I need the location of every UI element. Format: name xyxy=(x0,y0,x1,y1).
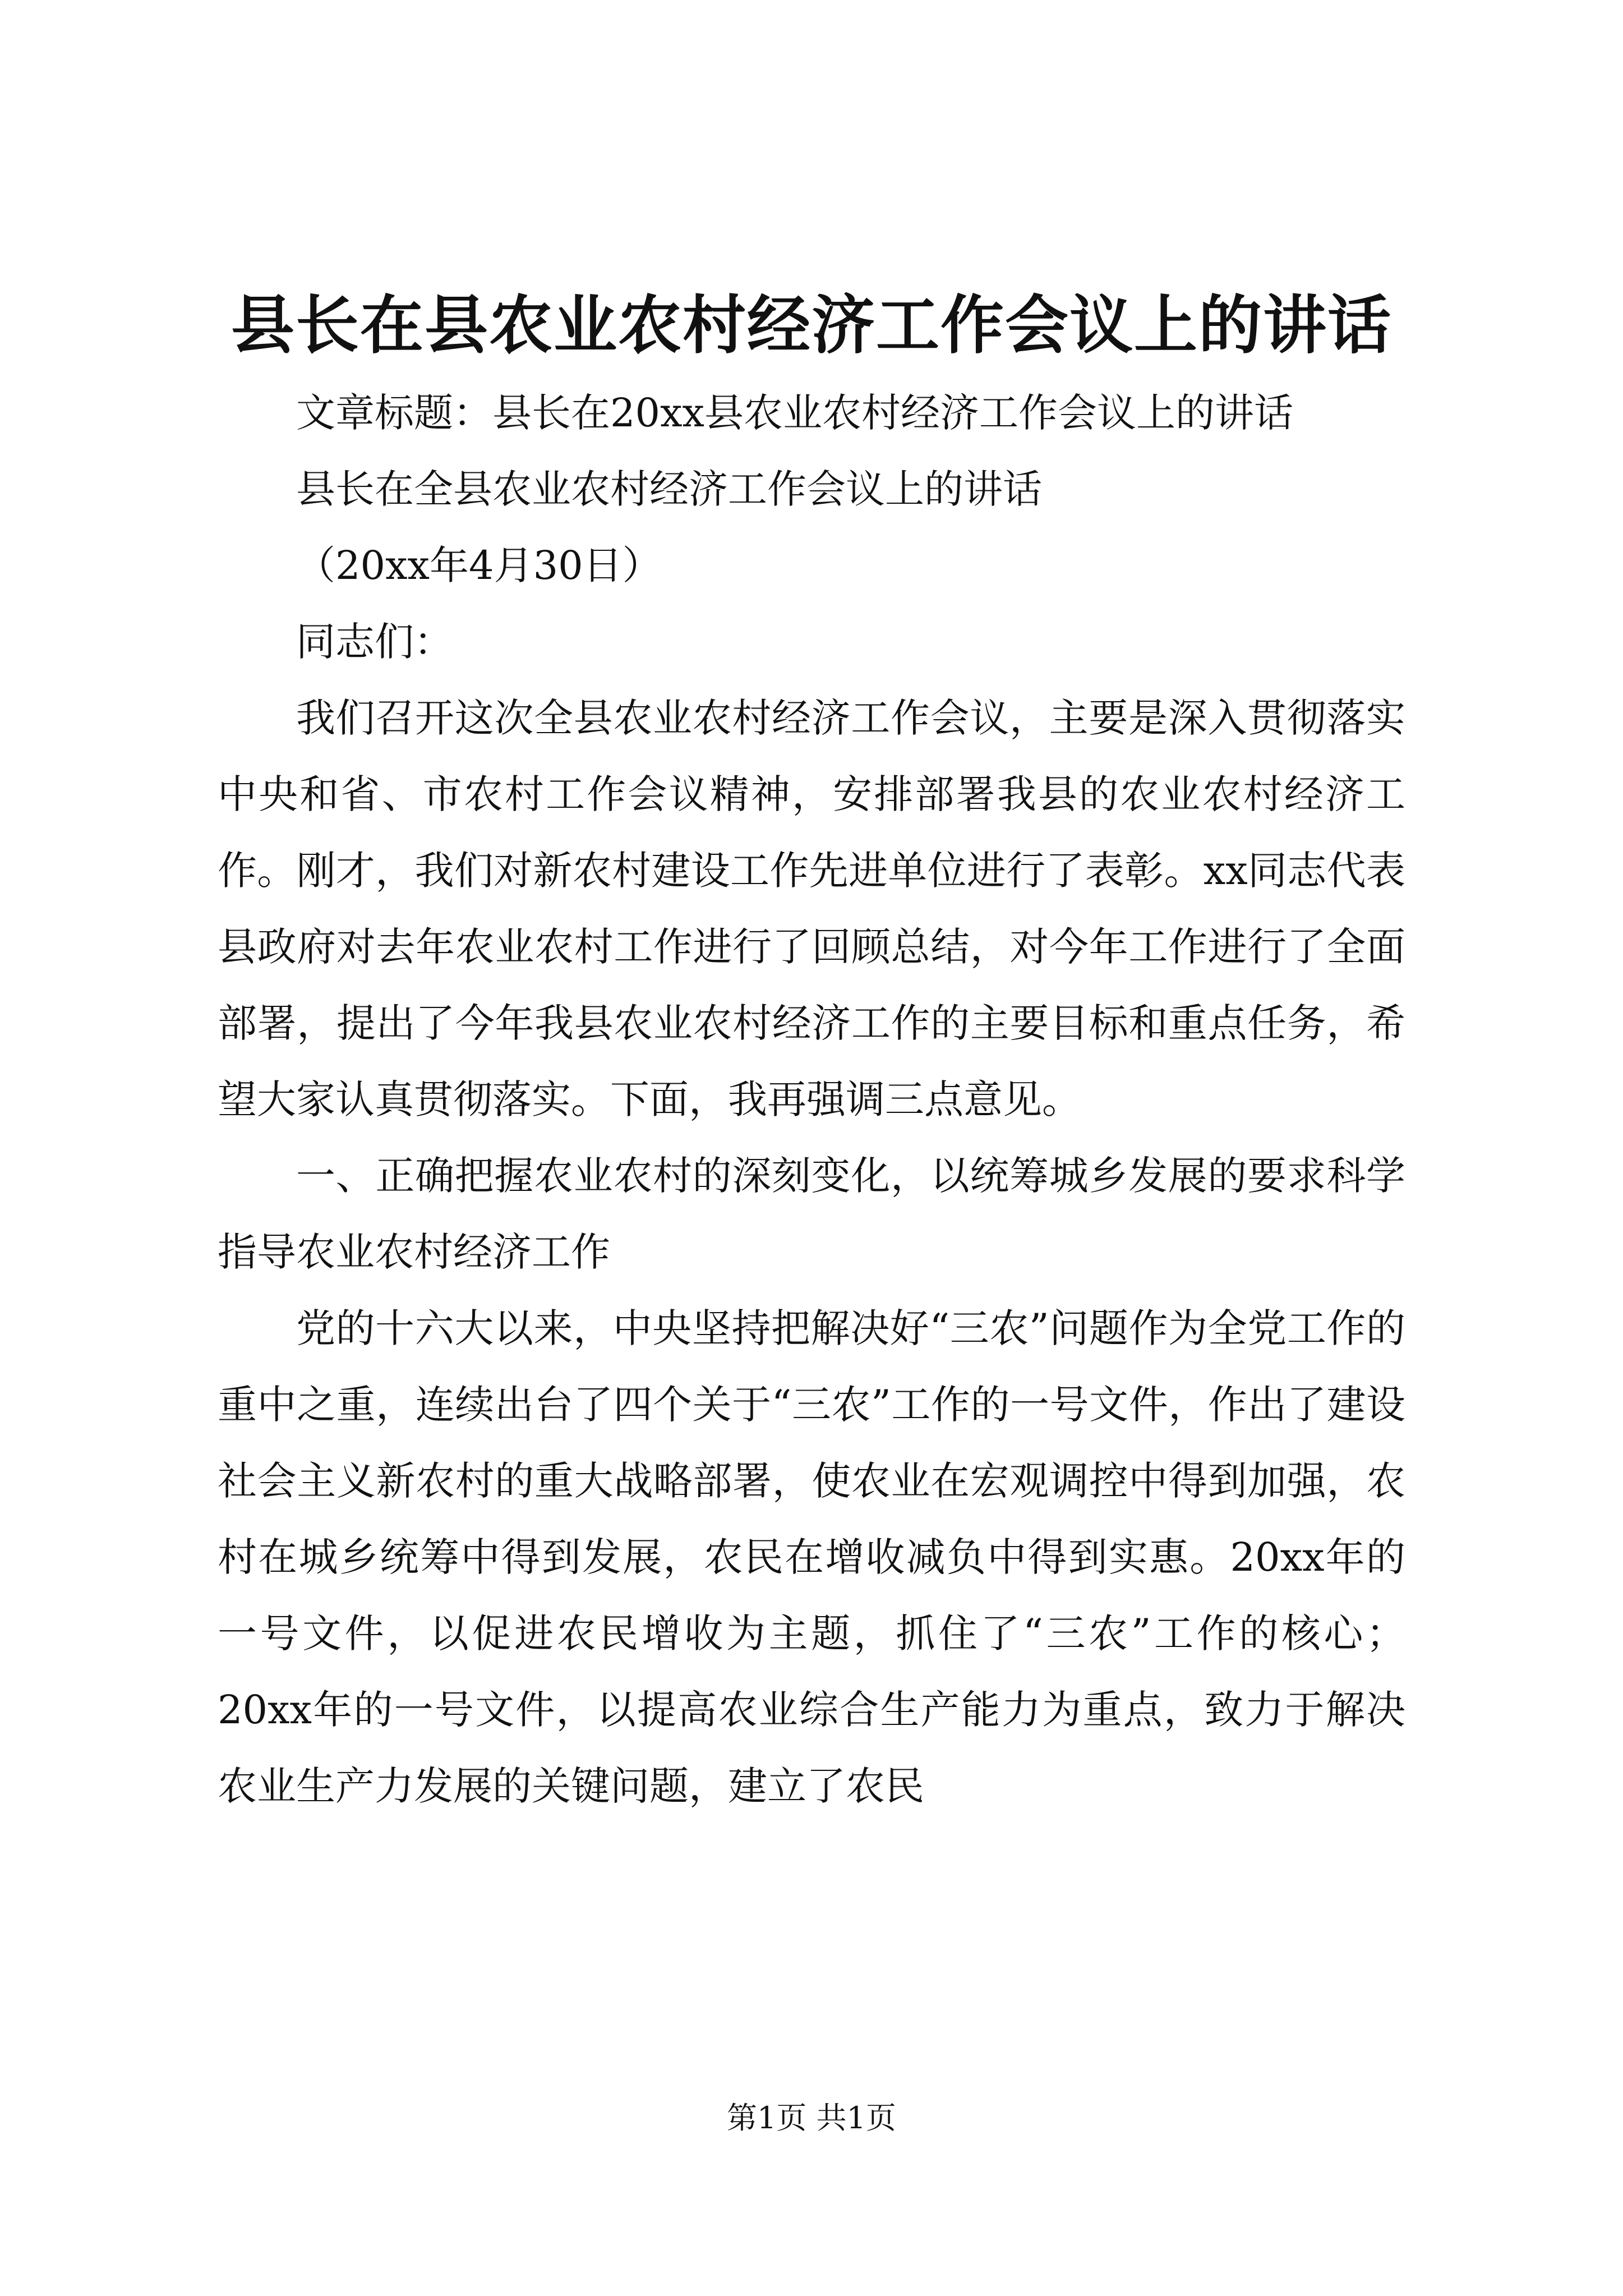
speech-title-line: 县长在全县农业农村经济工作会议上的讲话 xyxy=(296,466,1042,512)
salutation-line: 同志们： xyxy=(296,619,453,665)
body-paragraph: 我们召开这次全县农业农村经济工作会议，主要是深入贯彻落实中央和省、市农村工作会议精神，安排部署我县的农业农村经济工作。刚才，我们对新农村建设工作先进单位进行了表彰。xx同志代表县政府对去年农业农村工作进行了回顾总结，对今年工作进行了全面部署，提出了今年我县农业农村经济工作的主要目标和重点任务，希望大家认真贯彻落实。下面，我再强调三点意见。 xyxy=(218,695,1405,1122)
article-title-line: 文章标题：县长在20xx县农业农村经济工作会议上的讲话 xyxy=(296,390,1294,436)
document-body xyxy=(218,375,1405,1824)
body-paragraph: 党的十六大以来，中央坚持把解决好“三农”问题作为全党工作的重中之重，连续出台了四个关于“三农”工作的一号文件，作出了建设社会主义新农村的重大战略部署，使农业在宏观调控中得到加强，农村在城乡统筹中得到发展，农民在增收减负中得到实惠。20xx年的一号文件，以促进农民增收为主题，抓住了“三农”工作的核心；20xx年的一号文件，以提高农业综合生产能力为重点，致力于解决农业生产力发展的关键问题，建立了农民 xyxy=(218,1305,1405,1809)
section-heading: 一、正确把握农业农村的深刻变化，以统筹城乡发展的要求科学指导农业农村经济工作 xyxy=(218,1153,1405,1275)
page-footer: 第1页 共1页 xyxy=(727,2100,896,2136)
speech-date-line: （20xx年4月30日） xyxy=(296,542,662,588)
document-title: 县长在县农业农村经济工作会议上的讲话 xyxy=(231,288,1392,362)
